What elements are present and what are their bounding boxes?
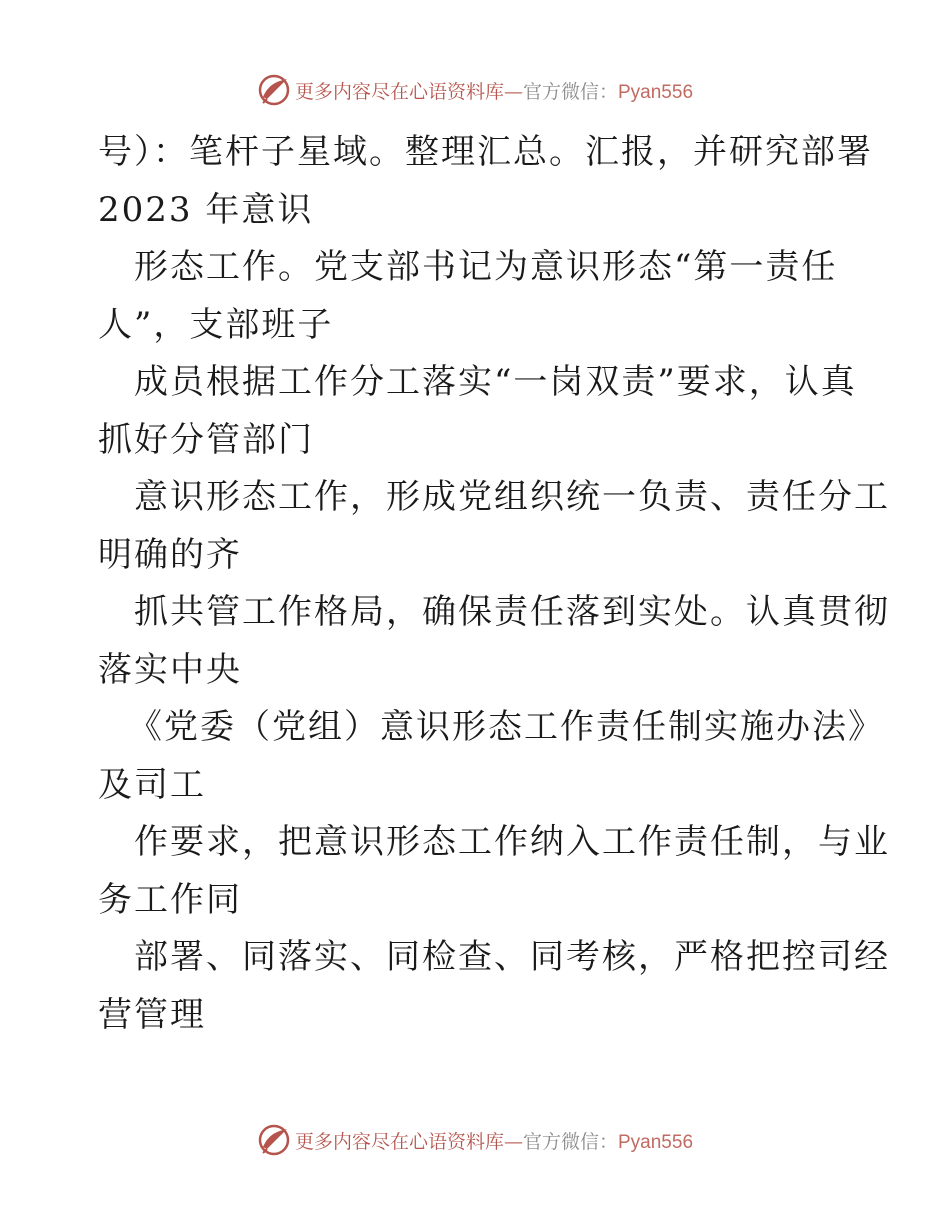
pen-logo-icon [257,73,291,107]
document-body [98,124,890,1044]
text-line: 成员根据工作分工落实“一岗双责”要求，认真 [134,362,857,402]
text-line: 营管理 [98,994,206,1035]
banner-text [295,1127,693,1154]
text-line: 号）：笔杆子星域。整理汇总。汇报，并研究部署 [98,132,873,172]
banner-wechat-id: Pyan556 [618,1131,694,1153]
banner-wechat-id: Pyan556 [618,81,694,103]
banner-dash: — [503,1130,523,1153]
header-banner [0,70,950,110]
text-line: 抓好分管部门 [98,419,314,460]
text-line: 抓共管工作格局，确保责任落到实处。认真贯彻 [134,592,890,632]
text-line: 落实中央 [98,649,242,690]
banner-text [295,77,693,104]
text-line: 形态工作。党支部书记为意识形态“第一责任 [134,247,838,287]
pen-logo-icon [257,1123,291,1157]
text-line: 务工作同 [98,879,242,920]
footer-banner [0,1120,950,1160]
text-line: 意识形态工作，形成党组织统一负责、责任分工 [134,477,890,517]
banner-brand: 更多内容尽在心语资料库 [294,1130,504,1153]
text-line: 人”，支部班子 [98,304,334,345]
banner-wechat-label: 官方微信： [522,1130,618,1153]
banner-brand: 更多内容尽在心语资料库 [294,80,504,103]
text-line: 2023 年意识 [98,189,314,230]
text-line: 及司工 [98,764,206,805]
text-line: 《党委（党组）意识形态工作责任制实施办法》 [128,707,884,747]
text-line: 部署、同落实、同检查、同考核，严格把控司经 [134,937,890,977]
text-line: 作要求，把意识形态工作纳入工作责任制，与业 [134,822,890,862]
banner-dash: — [503,80,523,103]
text-line: 明确的齐 [98,534,242,575]
banner-wechat-label: 官方微信： [522,80,618,103]
